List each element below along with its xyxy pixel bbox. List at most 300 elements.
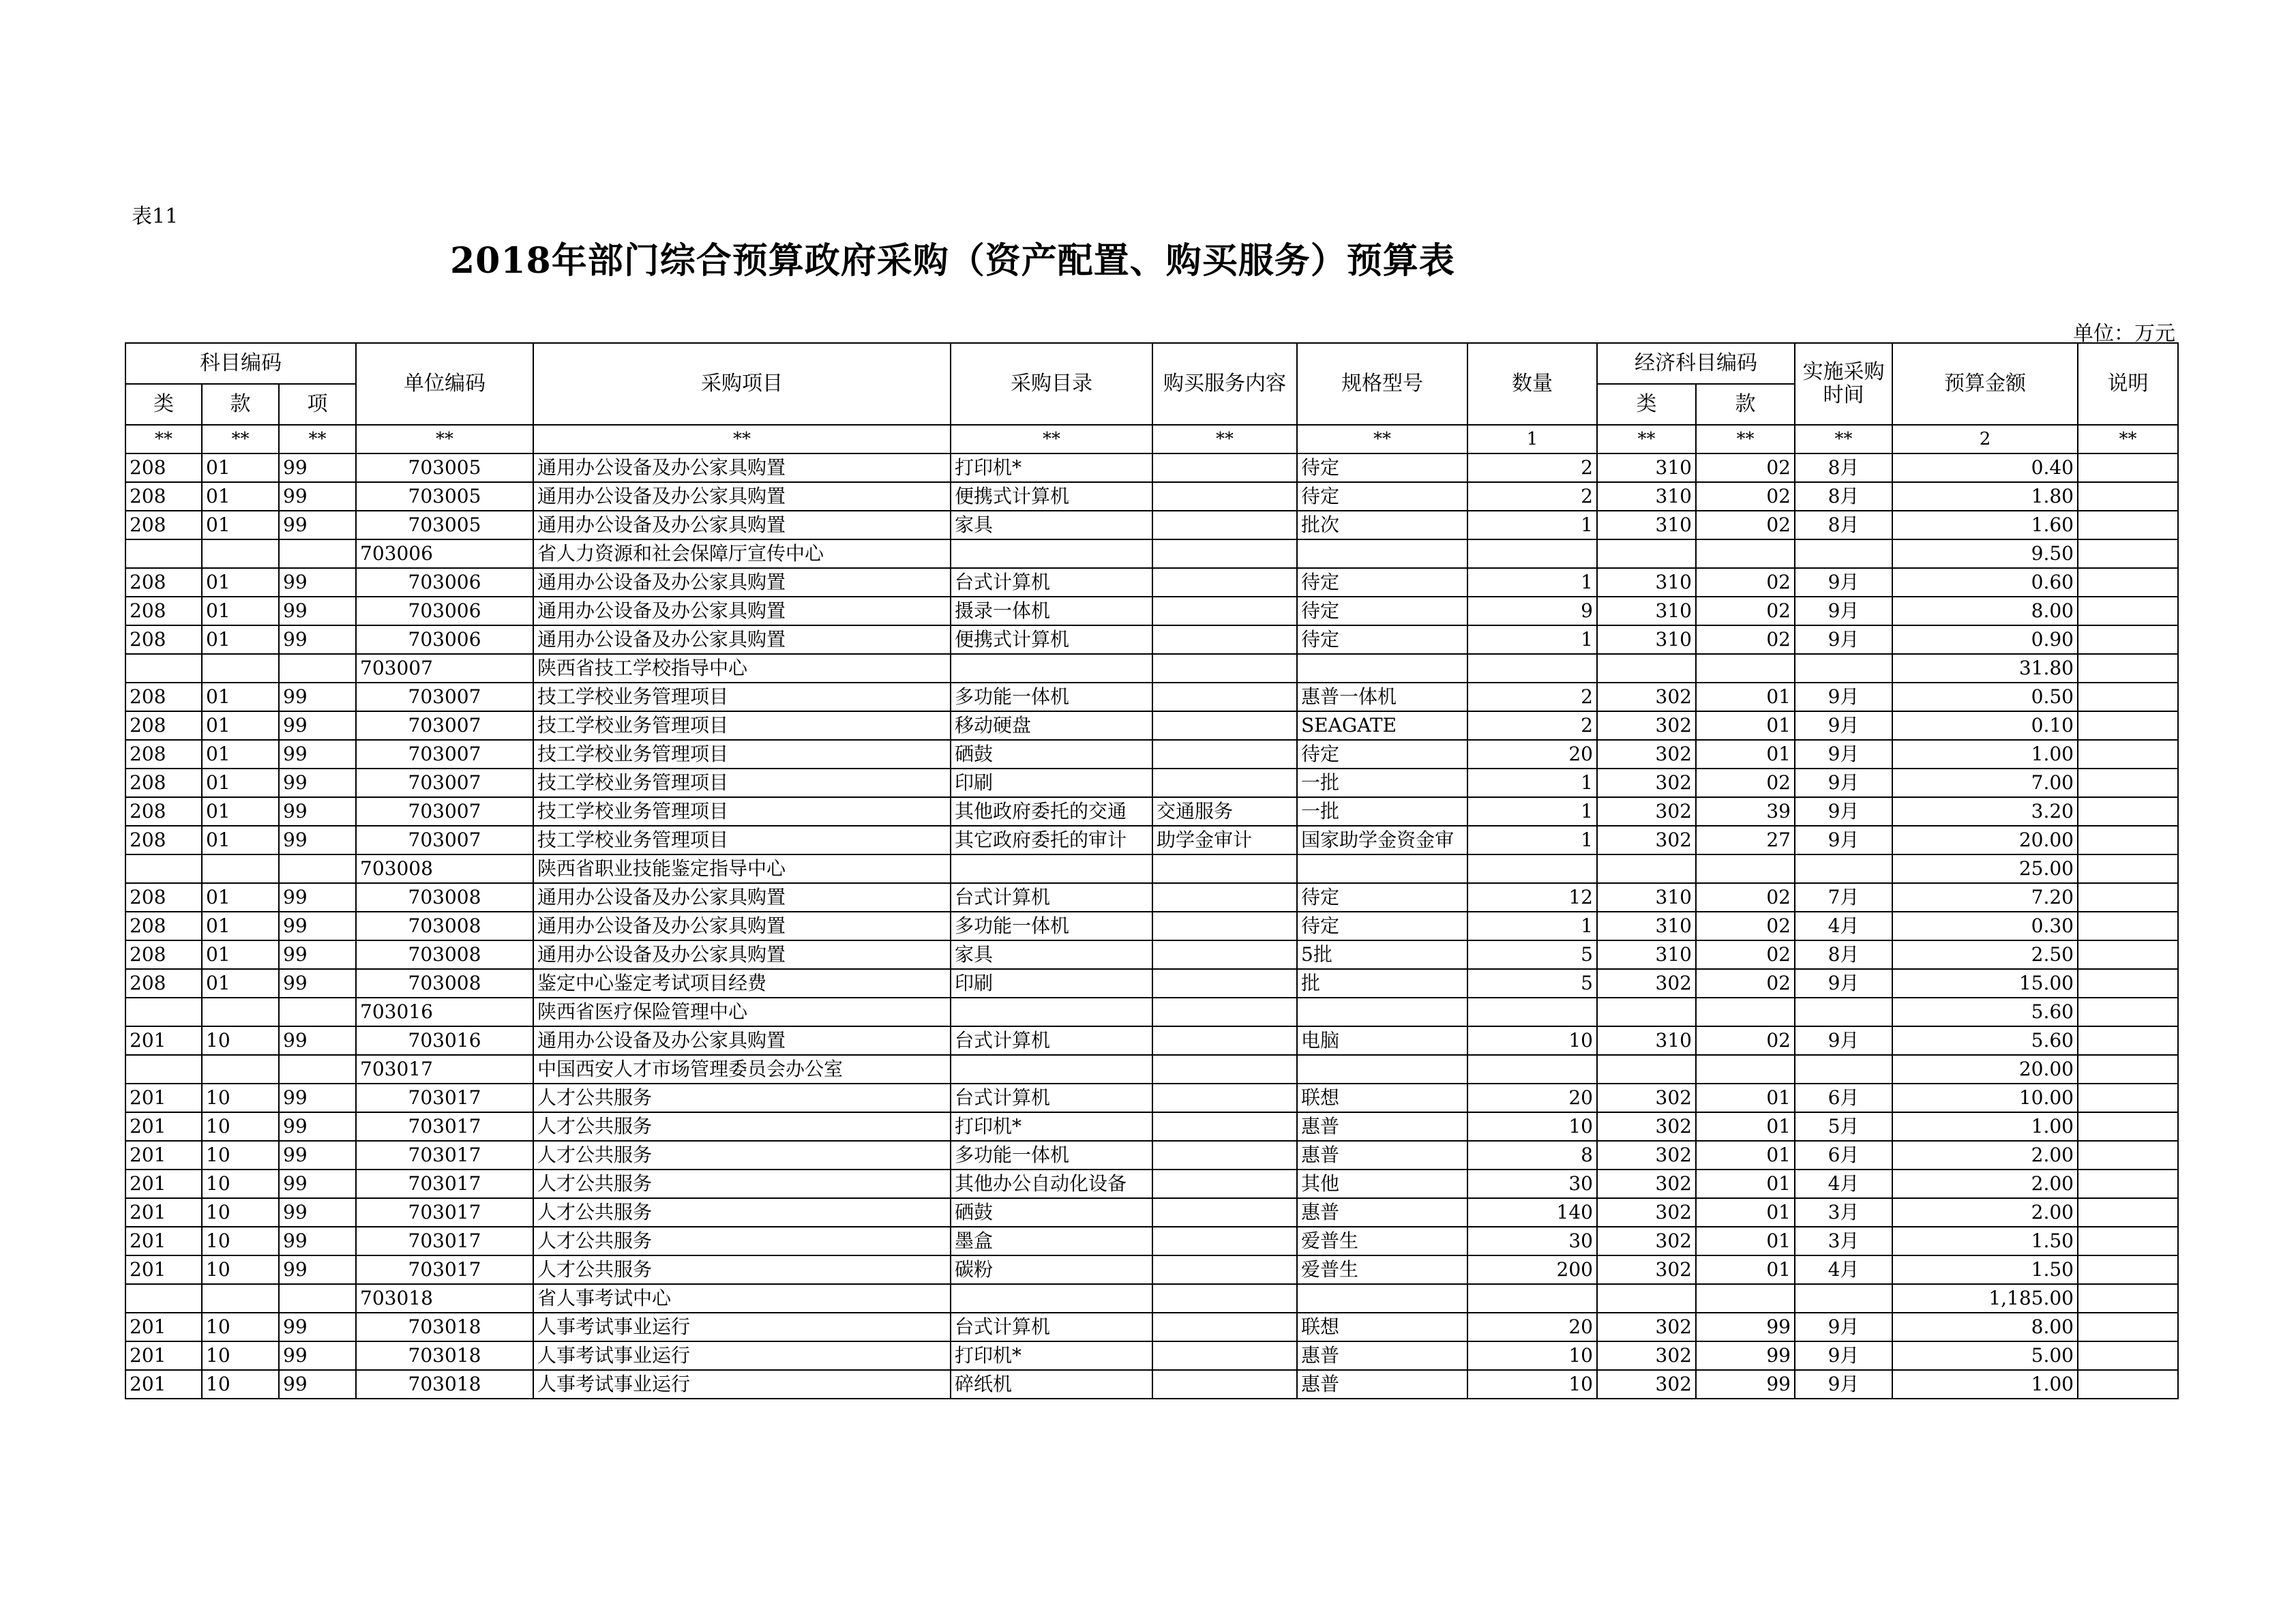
project-cell: 人才公共服务 [533,1227,951,1255]
econ-lei-cell: 302 [1597,769,1696,797]
table-header [125,343,2178,453]
catalog-cell: 其他办公自动化设备 [951,1170,1152,1198]
subject-xiang-cell: 99 [279,568,356,597]
service-content-cell [1152,940,1297,969]
header-kuan: 款 [202,384,279,425]
quantity-cell: 1 [1467,625,1597,654]
subject-lei-cell: 208 [125,940,202,969]
econ-lei-cell: 310 [1597,883,1696,912]
quantity-cell: 20 [1467,740,1597,769]
header-quantity: 数量 [1467,343,1597,425]
service-content-cell [1152,568,1297,597]
catalog-cell: 多功能一体机 [951,1141,1152,1170]
table-row [125,568,2178,597]
empty-cell [1795,539,1892,568]
econ-kuan-cell: 02 [1696,597,1795,625]
empty-cell [1795,1284,1892,1313]
project-cell: 通用办公设备及办公家具购置 [533,940,951,969]
econ-kuan-cell: 27 [1696,826,1795,854]
amount-cell: 0.10 [1892,711,2078,740]
subject-lei-cell: 201 [125,1026,202,1055]
quantity-cell: 2 [1467,683,1597,711]
econ-kuan-cell: 01 [1696,711,1795,740]
spec-cell: 5批 [1297,940,1467,969]
subject-kuan-cell: 01 [202,740,279,769]
empty-cell [1152,654,1297,683]
note-cell [2078,1313,2178,1341]
project-cell: 通用办公设备及办公家具购置 [533,511,951,539]
econ-lei-cell: 310 [1597,482,1696,511]
table-row [125,597,2178,625]
subject-xiang-cell: 99 [279,683,356,711]
service-content-cell [1152,1112,1297,1141]
subject-xiang-cell: 99 [279,1198,356,1227]
project-cell: 人才公共服务 [533,1112,951,1141]
subtotal-amount-cell: 1,185.00 [1892,1284,2078,1313]
subject-kuan-cell: 10 [202,1255,279,1284]
catalog-cell: 移动硬盘 [951,711,1152,740]
header-econ-code: 经济科目编码 [1597,343,1795,384]
amount-cell: 0.40 [1892,453,2078,482]
table-row [125,1313,2178,1341]
service-content-cell [1152,769,1297,797]
impl-time-cell: 3月 [1795,1198,1892,1227]
table-row [125,797,2178,826]
project-cell: 鉴定中心鉴定考试项目经费 [533,969,951,998]
note-cell [2078,654,2178,683]
header-spec: 规格型号 [1297,343,1467,425]
amount-cell: 0.60 [1892,568,2078,597]
empty-cell [1696,1284,1795,1313]
project-cell: 人才公共服务 [533,1170,951,1198]
empty-cell [279,1284,356,1313]
header-econ-lei: 类 [1597,384,1696,425]
subject-kuan-cell: 01 [202,883,279,912]
service-content-cell [1152,453,1297,482]
unit-subtotal-row [125,654,2178,683]
impl-time-cell: 9月 [1795,1341,1892,1370]
econ-lei-cell: 302 [1597,711,1696,740]
project-cell: 技工学校业务管理项目 [533,826,951,854]
econ-lei-cell: 310 [1597,511,1696,539]
table-row [125,912,2178,940]
subject-lei-cell: 201 [125,1370,202,1399]
catalog-cell: 台式计算机 [951,883,1152,912]
amount-cell: 1.00 [1892,1370,2078,1399]
spec-cell: 待定 [1297,568,1467,597]
empty-cell [1467,1284,1597,1313]
spec-cell: 爱普生 [1297,1227,1467,1255]
subtotal-unit-code-cell: 703016 [356,998,533,1026]
note-cell [2078,998,2178,1026]
empty-cell [1467,654,1597,683]
note-cell [2078,1255,2178,1284]
table-row [125,482,2178,511]
spec-cell: 批 [1297,969,1467,998]
project-cell: 技工学校业务管理项目 [533,711,951,740]
unit-code-cell: 703006 [356,625,533,654]
econ-lei-cell: 302 [1597,1170,1696,1198]
empty-cell [1297,998,1467,1026]
subject-xiang-cell: 99 [279,1112,356,1141]
catalog-cell: 碎纸机 [951,1370,1152,1399]
service-content-cell [1152,1170,1297,1198]
header-impl-time: 实施采购 时间 [1795,343,1892,425]
unit-subtotal-row [125,998,2178,1026]
header-lei: 类 [125,384,202,425]
project-cell: 人才公共服务 [533,1141,951,1170]
subject-xiang-cell: 99 [279,826,356,854]
note-cell [2078,940,2178,969]
unit-code-cell: 703017 [356,1255,533,1284]
service-content-cell: 交通服务 [1152,797,1297,826]
unit-code-cell: 703005 [356,511,533,539]
catalog-cell: 台式计算机 [951,1313,1152,1341]
spec-cell: 电脑 [1297,1026,1467,1055]
catalog-cell: 摄录一体机 [951,597,1152,625]
quantity-cell: 20 [1467,1084,1597,1112]
subject-kuan-cell: 10 [202,1370,279,1399]
empty-cell [1152,539,1297,568]
marker-cell: ** [1297,425,1467,453]
service-content-cell [1152,1370,1297,1399]
spec-cell: 待定 [1297,740,1467,769]
unit-subtotal-row [125,1284,2178,1313]
impl-time-cell: 9月 [1795,597,1892,625]
spec-cell: 联想 [1297,1084,1467,1112]
note-cell [2078,568,2178,597]
catalog-cell: 台式计算机 [951,1084,1152,1112]
impl-time-cell: 9月 [1795,740,1892,769]
spec-cell: 批次 [1297,511,1467,539]
spec-cell: 爱普生 [1297,1255,1467,1284]
unit-code-cell: 703007 [356,769,533,797]
spec-cell: 惠普 [1297,1341,1467,1370]
subject-lei-cell: 208 [125,912,202,940]
impl-time-cell: 4月 [1795,1255,1892,1284]
service-content-cell [1152,912,1297,940]
impl-time-cell: 8月 [1795,940,1892,969]
project-cell: 通用办公设备及办公家具购置 [533,568,951,597]
econ-kuan-cell: 02 [1696,969,1795,998]
note-cell [2078,797,2178,826]
service-content-cell [1152,511,1297,539]
empty-cell [1597,654,1696,683]
quantity-cell: 10 [1467,1341,1597,1370]
unit-code-cell: 703008 [356,969,533,998]
subject-xiang-cell: 99 [279,453,356,482]
subject-kuan-cell: 10 [202,1227,279,1255]
econ-kuan-cell: 02 [1696,511,1795,539]
amount-cell: 7.20 [1892,883,2078,912]
project-cell: 技工学校业务管理项目 [533,769,951,797]
project-cell: 通用办公设备及办公家具购置 [533,1026,951,1055]
econ-lei-cell: 310 [1597,1026,1696,1055]
empty-cell [125,654,202,683]
impl-time-cell: 9月 [1795,568,1892,597]
unit-code-cell: 703017 [356,1084,533,1112]
header-amount: 预算金额 [1892,343,2078,425]
econ-lei-cell: 302 [1597,1227,1696,1255]
impl-time-cell: 5月 [1795,1112,1892,1141]
unit-code-cell: 703018 [356,1341,533,1370]
empty-cell [1795,1055,1892,1084]
econ-lei-cell: 302 [1597,1370,1696,1399]
note-cell [2078,539,2178,568]
econ-kuan-cell: 02 [1696,453,1795,482]
amount-cell: 5.00 [1892,1341,2078,1370]
subject-xiang-cell: 99 [279,1141,356,1170]
econ-lei-cell: 302 [1597,797,1696,826]
marker-cell: ** [1597,425,1696,453]
header-xiang: 项 [279,384,356,425]
subject-kuan-cell: 10 [202,1198,279,1227]
catalog-cell: 便携式计算机 [951,625,1152,654]
impl-time-cell: 9月 [1795,1370,1892,1399]
quantity-cell: 9 [1467,597,1597,625]
empty-cell [1152,854,1297,883]
subject-kuan-cell: 10 [202,1170,279,1198]
marker-cell: ** [2078,425,2178,453]
econ-kuan-cell: 01 [1696,1227,1795,1255]
unit-code-cell: 703017 [356,1227,533,1255]
table-row [125,826,2178,854]
subject-lei-cell: 201 [125,1141,202,1170]
impl-time-cell: 9月 [1795,769,1892,797]
spec-cell: 惠普一体机 [1297,683,1467,711]
empty-cell [951,854,1152,883]
subject-kuan-cell: 10 [202,1141,279,1170]
note-cell [2078,683,2178,711]
table-body [125,453,2178,1399]
amount-cell: 20.00 [1892,826,2078,854]
table-row [125,740,2178,769]
empty-cell [1696,654,1795,683]
impl-time-cell: 8月 [1795,482,1892,511]
project-cell: 通用办公设备及办公家具购置 [533,597,951,625]
impl-time-cell: 4月 [1795,1170,1892,1198]
amount-cell: 1.00 [1892,740,2078,769]
quantity-cell: 5 [1467,969,1597,998]
empty-cell [1467,539,1597,568]
unit-code-cell: 703005 [356,453,533,482]
econ-lei-cell: 310 [1597,940,1696,969]
amount-cell: 3.20 [1892,797,2078,826]
empty-cell [125,998,202,1026]
project-cell: 人事考试事业运行 [533,1313,951,1341]
catalog-cell: 多功能一体机 [951,912,1152,940]
spec-cell: 国家助学金资金审 [1297,826,1467,854]
econ-kuan-cell: 01 [1696,1112,1795,1141]
subtotal-unit-code-cell: 703007 [356,654,533,683]
econ-lei-cell: 302 [1597,1198,1696,1227]
marker-cell: ** [1795,425,1892,453]
table-row [125,1141,2178,1170]
catalog-cell: 家具 [951,511,1152,539]
subject-kuan-cell: 01 [202,826,279,854]
project-cell: 人才公共服务 [533,1198,951,1227]
unit-code-cell: 703017 [356,1141,533,1170]
empty-cell [1297,854,1467,883]
unit-code-cell: 703008 [356,883,533,912]
catalog-cell: 墨盒 [951,1227,1152,1255]
table-row [125,1255,2178,1284]
catalog-cell: 台式计算机 [951,568,1152,597]
quantity-cell: 1 [1467,568,1597,597]
subject-xiang-cell: 99 [279,769,356,797]
impl-time-cell: 8月 [1795,511,1892,539]
header-econ-kuan: 款 [1696,384,1795,425]
subject-lei-cell: 201 [125,1341,202,1370]
empty-cell [279,854,356,883]
econ-kuan-cell: 02 [1696,940,1795,969]
service-content-cell [1152,683,1297,711]
subject-lei-cell: 208 [125,482,202,511]
subject-lei-cell: 208 [125,826,202,854]
subject-lei-cell: 208 [125,797,202,826]
subject-kuan-cell: 01 [202,969,279,998]
empty-cell [279,539,356,568]
spec-cell: 联想 [1297,1313,1467,1341]
subject-kuan-cell: 01 [202,912,279,940]
quantity-cell: 2 [1467,711,1597,740]
econ-kuan-cell: 99 [1696,1341,1795,1370]
table-row [125,625,2178,654]
note-cell [2078,1026,2178,1055]
impl-time-cell: 9月 [1795,969,1892,998]
unit-code-cell: 703007 [356,826,533,854]
note-cell [2078,1170,2178,1198]
subject-lei-cell: 208 [125,883,202,912]
catalog-cell: 印刷 [951,769,1152,797]
catalog-cell: 碳粉 [951,1255,1152,1284]
subject-xiang-cell: 99 [279,1084,356,1112]
subject-kuan-cell: 10 [202,1026,279,1055]
subject-kuan-cell: 10 [202,1313,279,1341]
quantity-cell: 1 [1467,826,1597,854]
catalog-cell: 硒鼓 [951,740,1152,769]
note-cell [2078,1341,2178,1370]
impl-time-cell: 9月 [1795,797,1892,826]
unit-code-cell: 703007 [356,797,533,826]
note-cell [2078,769,2178,797]
impl-time-cell: 3月 [1795,1227,1892,1255]
empty-cell [1696,998,1795,1026]
unit-code-cell: 703008 [356,912,533,940]
note-cell [2078,597,2178,625]
service-content-cell [1152,1141,1297,1170]
marker-cell: ** [1152,425,1297,453]
header-service-content: 购买服务内容 [1152,343,1297,425]
impl-time-cell: 9月 [1795,1313,1892,1341]
table-row [125,1026,2178,1055]
amount-cell: 5.60 [1892,1026,2078,1055]
amount-cell: 1.60 [1892,511,2078,539]
subject-lei-cell: 208 [125,683,202,711]
econ-lei-cell: 302 [1597,969,1696,998]
service-content-cell [1152,711,1297,740]
unit-label: 单位：万元 [2073,322,2175,346]
spec-cell: 惠普 [1297,1141,1467,1170]
econ-kuan-cell: 99 [1696,1370,1795,1399]
project-cell: 技工学校业务管理项目 [533,683,951,711]
econ-kuan-cell: 02 [1696,568,1795,597]
quantity-cell: 1 [1467,797,1597,826]
marker-cell: ** [202,425,279,453]
unit-code-cell: 703016 [356,1026,533,1055]
unit-code-cell: 703006 [356,568,533,597]
subject-kuan-cell: 01 [202,453,279,482]
header-unit-code: 单位编码 [356,343,533,425]
table-row [125,1170,2178,1198]
econ-kuan-cell: 02 [1696,912,1795,940]
project-cell: 通用办公设备及办公家具购置 [533,482,951,511]
subject-lei-cell: 201 [125,1170,202,1198]
spec-cell: 待定 [1297,453,1467,482]
empty-cell [125,1284,202,1313]
subject-lei-cell: 208 [125,769,202,797]
subject-kuan-cell: 01 [202,482,279,511]
table-row [125,1370,2178,1399]
econ-kuan-cell: 01 [1696,1255,1795,1284]
project-cell: 人事考试事业运行 [533,1341,951,1370]
empty-cell [202,1055,279,1084]
empty-cell [1597,854,1696,883]
spec-cell: 待定 [1297,912,1467,940]
amount-cell: 2.50 [1892,940,2078,969]
empty-cell [1696,854,1795,883]
note-cell [2078,1084,2178,1112]
subject-xiang-cell: 99 [279,883,356,912]
service-content-cell: 助学金审计 [1152,826,1297,854]
service-content-cell [1152,1341,1297,1370]
spec-cell: 待定 [1297,597,1467,625]
subject-lei-cell: 201 [125,1084,202,1112]
econ-kuan-cell: 02 [1696,769,1795,797]
empty-cell [951,539,1152,568]
unit-code-cell: 703007 [356,683,533,711]
marker-cell: 1 [1467,425,1597,453]
spec-cell: 惠普 [1297,1370,1467,1399]
amount-cell: 7.00 [1892,769,2078,797]
subject-kuan-cell: 01 [202,511,279,539]
quantity-cell: 2 [1467,453,1597,482]
note-cell [2078,854,2178,883]
catalog-cell: 其他政府委托的交通 [951,797,1152,826]
empty-cell [202,654,279,683]
subject-xiang-cell: 99 [279,625,356,654]
spec-cell: 待定 [1297,883,1467,912]
subtotal-unit-name-cell: 陕西省技工学校指导中心 [533,654,951,683]
spec-cell: 其他 [1297,1170,1467,1198]
empty-cell [1467,998,1597,1026]
econ-lei-cell: 302 [1597,1313,1696,1341]
quantity-cell: 1 [1467,912,1597,940]
subject-lei-cell: 208 [125,625,202,654]
marker-cell: ** [533,425,951,453]
catalog-cell: 打印机* [951,1341,1152,1370]
econ-kuan-cell: 01 [1696,740,1795,769]
empty-cell [202,854,279,883]
subject-kuan-cell: 10 [202,1341,279,1370]
subject-lei-cell: 208 [125,453,202,482]
econ-lei-cell: 310 [1597,568,1696,597]
subject-kuan-cell: 01 [202,568,279,597]
empty-cell [125,1055,202,1084]
service-content-cell [1152,1084,1297,1112]
subtotal-unit-name-cell: 陕西省职业技能鉴定指导中心 [533,854,951,883]
budget-table [125,342,2179,1399]
